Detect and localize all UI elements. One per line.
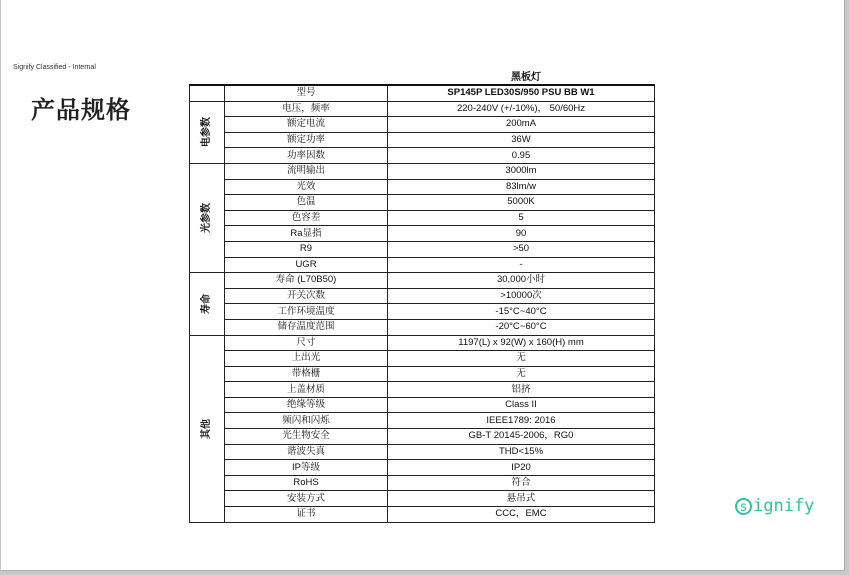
table-row (190, 319, 655, 335)
category-label: 寿命 (201, 293, 212, 314)
signify-logo (735, 496, 814, 516)
spec-label: 额定电流 (225, 117, 388, 133)
spec-label: 功率因数 (225, 148, 388, 164)
table-row (190, 366, 655, 382)
spec-label: 谐波失真 (225, 444, 388, 460)
spec-value: 1197(L) x 92(W) x 160(H) mm (388, 335, 655, 351)
product-header: 黑板灯 (511, 72, 541, 83)
spec-label: 色容差 (225, 210, 388, 226)
spec-label: 额定功率 (225, 132, 388, 148)
spec-label: 电压，频率 (225, 101, 388, 117)
category-label: 光参数 (201, 203, 212, 234)
table-row (190, 460, 655, 476)
spec-table (189, 84, 655, 523)
table-row (190, 148, 655, 164)
slide (1, 0, 845, 571)
spec-label: RoHS (225, 475, 388, 491)
table-row (190, 117, 655, 133)
spec-label: 储存温度范围 (225, 319, 388, 335)
spec-label: 安装方式 (225, 491, 388, 507)
spec-value: 200mA (388, 117, 655, 133)
table-row (190, 132, 655, 148)
model-label: 型号 (225, 85, 388, 101)
spec-label: 光生物安全 (225, 429, 388, 445)
table-row (190, 444, 655, 460)
category-cell (190, 335, 225, 522)
classification-label: Signify Classified - Internal (13, 64, 96, 71)
spec-label: Ra显指 (225, 226, 388, 242)
category-cell (190, 101, 225, 163)
table-row (190, 475, 655, 491)
category-label: 电参数 (201, 117, 212, 148)
spec-value: IEEE1789: 2016 (388, 413, 655, 429)
table-row (190, 226, 655, 242)
spec-value: THD<15% (388, 444, 655, 460)
spec-value: GB-T 20145-2006，RG0 (388, 429, 655, 445)
table-row (190, 413, 655, 429)
table-row (190, 257, 655, 273)
spec-label: 绝缘等级 (225, 397, 388, 413)
spec-value: 无 (388, 351, 655, 367)
spec-label: 带格栅 (225, 366, 388, 382)
spec-value: 83lm/w (388, 179, 655, 195)
spec-label: 频闪和闪烁 (225, 413, 388, 429)
model-cell-empty (190, 85, 225, 101)
spec-value: 0.95 (388, 148, 655, 164)
table-row (190, 507, 655, 523)
table-row (190, 241, 655, 257)
table-row (190, 491, 655, 507)
spec-label: 工作环境温度 (225, 304, 388, 320)
spec-label: 证书 (225, 507, 388, 523)
table-row (190, 382, 655, 398)
table-row (190, 101, 655, 117)
spec-label: 上盖材质 (225, 382, 388, 398)
spec-value: -15°C~40°C (388, 304, 655, 320)
spec-value: CCC，EMC (388, 507, 655, 523)
table-row (190, 429, 655, 445)
spec-value: 符合 (388, 475, 655, 491)
spec-value: 无 (388, 366, 655, 382)
table-row-model (190, 85, 655, 101)
spec-value: >10000次 (388, 288, 655, 304)
spec-label: UGR (225, 257, 388, 273)
category-cell (190, 163, 225, 272)
spec-label: 上出光 (225, 351, 388, 367)
spec-label: IP等级 (225, 460, 388, 476)
spec-value: 36W (388, 132, 655, 148)
spec-value: 3000lm (388, 163, 655, 179)
spec-value: Class II (388, 397, 655, 413)
page-title: 产品规格 (31, 95, 131, 124)
table-row (190, 163, 655, 179)
spec-value: -20°C~60°C (388, 319, 655, 335)
spec-value: 铝挤 (388, 382, 655, 398)
table-row (190, 304, 655, 320)
table-row (190, 179, 655, 195)
table-row (190, 397, 655, 413)
spec-value: 悬吊式 (388, 491, 655, 507)
model-value: SP145P LED30S/950 PSU BB W1 (388, 85, 655, 101)
table-row (190, 335, 655, 351)
logo-mark: s (735, 498, 752, 515)
logo-text: ignify (753, 496, 815, 516)
spec-label: R9 (225, 241, 388, 257)
spec-label: 光效 (225, 179, 388, 195)
spec-value: 30,000小时 (388, 273, 655, 289)
category-cell (190, 273, 225, 335)
spec-label: 色温 (225, 195, 388, 211)
spec-label: 寿命 (L70B50) (225, 273, 388, 289)
table-row (190, 351, 655, 367)
spec-value: - (388, 257, 655, 273)
table-row (190, 210, 655, 226)
category-label: 其他 (201, 418, 212, 439)
table-row (190, 195, 655, 211)
table-row (190, 273, 655, 289)
spec-label: 尺寸 (225, 335, 388, 351)
table-row (190, 288, 655, 304)
spec-label: 流明输出 (225, 163, 388, 179)
spec-value: 90 (388, 226, 655, 242)
spec-value: 5000K (388, 195, 655, 211)
spec-value: 220-240V (+/-10%)， 50/60Hz (388, 101, 655, 117)
spec-value: IP20 (388, 460, 655, 476)
spec-label: 开关次数 (225, 288, 388, 304)
spec-value: 5 (388, 210, 655, 226)
spec-value: >50 (388, 241, 655, 257)
